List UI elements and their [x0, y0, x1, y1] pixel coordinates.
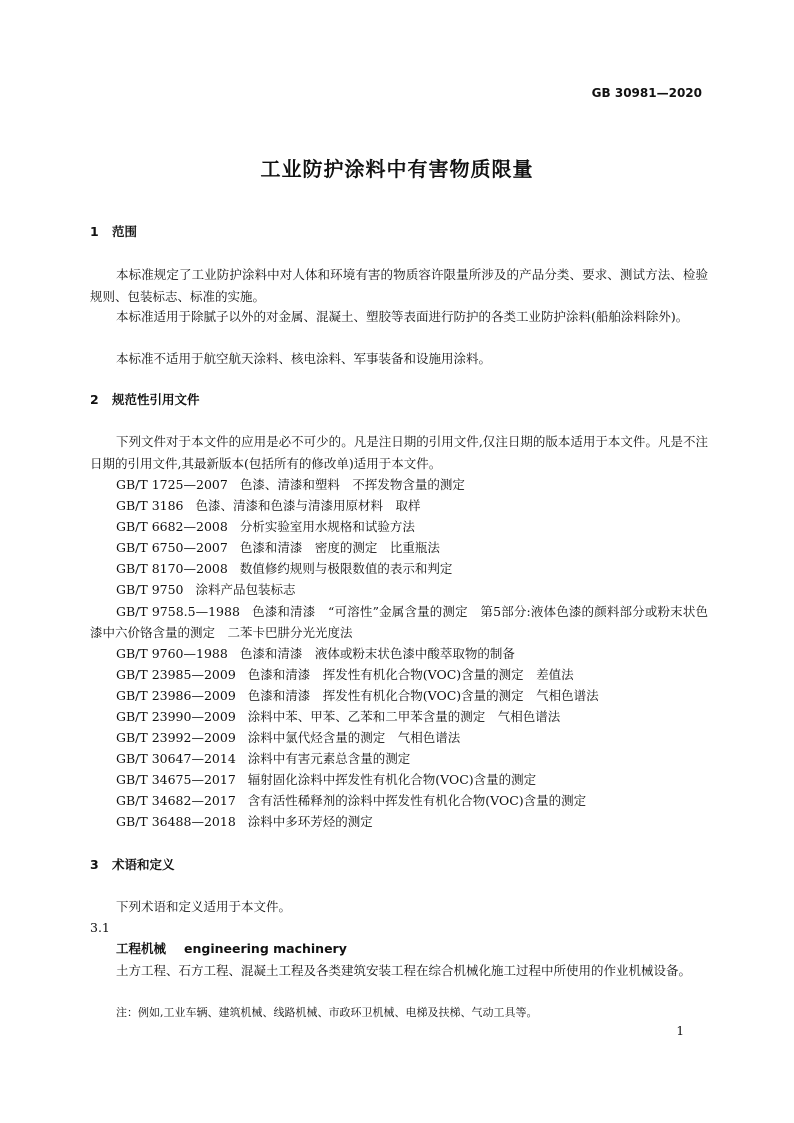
reference-code: GB/T 6682—2008 — [116, 519, 228, 534]
document-title: 工业防护涂料中有害物质限量 — [260, 157, 534, 181]
paragraph: 本标准规定了工业防护涂料中对人体和环境有害的物质容许限量所涉及的产品分类、要求、测试方法、检验规则、包装标志、标准的实施。 — [90, 267, 708, 304]
section-1-heading — [90, 222, 137, 240]
reference-item — [116, 707, 560, 725]
reference-code: GB/T 6750—2007 — [116, 540, 228, 555]
reference-code: GB/T 30647—2014 — [116, 751, 236, 766]
reference-code: GB/T 9760—1988 — [116, 646, 228, 661]
section-title: 规范性引用文件 — [112, 392, 200, 407]
reference-title: 色漆和清漆 液体或粉末状色漆中酸萃取物的制备 — [239, 646, 515, 661]
term-english: engineering machinery — [184, 941, 347, 956]
term-note: 注：例如,工业车辆、建筑机械、线路机械、市政环卫机械、电梯及扶梯、气动工具等。 — [116, 1006, 538, 1019]
reference-code: GB/T 1725—2007 — [116, 477, 228, 492]
reference-item — [116, 791, 586, 809]
reference-title: 色漆和清漆 密度的测定 比重瓶法 — [239, 540, 440, 555]
reference-code: GB/T 36488—2018 — [116, 814, 236, 829]
reference-item — [116, 559, 452, 577]
page-number: 1 — [676, 1024, 684, 1038]
section-3-heading — [90, 855, 175, 873]
reference-title: 涂料中氯代烃含量的测定 气相色谱法 — [247, 730, 461, 745]
term-entry — [116, 939, 347, 957]
paragraph: 本标准适用于除腻子以外的对金属、混凝土、塑胶等表面进行防护的各类工业防护涂料(船舶涂料除外)。 — [116, 309, 689, 324]
reference-item — [90, 601, 708, 643]
section-number: 2 — [90, 392, 99, 407]
reference-code: GB/T 23986—2009 — [116, 688, 236, 703]
reference-title: 辐射固化涂料中挥发性有机化合物(VOC)含量的测定 — [247, 772, 537, 787]
reference-item — [116, 728, 460, 746]
reference-code: GB/T 23990—2009 — [116, 709, 236, 724]
standard-number: GB 30981—2020 — [591, 86, 702, 100]
reference-item — [116, 475, 465, 493]
paragraph: 下列文件对于本文件的应用是必不可少的。凡是注日期的引用文件,仅注日期的版本适用于本文件。凡是不注日期的引用文件,其最新版本(包括所有的修改单)适用于本文件。 — [90, 434, 708, 471]
reference-item — [116, 580, 296, 598]
section-title: 范围 — [112, 224, 138, 239]
reference-item — [116, 517, 415, 535]
reference-title: 色漆和清漆 挥发性有机化合物(VOC)含量的测定 差值法 — [247, 667, 574, 682]
reference-code: GB/T 23985—2009 — [116, 667, 236, 682]
reference-code: GB/T 3186 — [116, 498, 184, 513]
reference-code: GB/T 34675—2017 — [116, 772, 236, 787]
reference-code: GB/T 34682—2017 — [116, 793, 236, 808]
reference-code: GB/T 23992—2009 — [116, 730, 236, 745]
reference-item — [116, 538, 440, 556]
section-2-heading — [90, 390, 200, 408]
reference-title: 分析实验室用水规格和试验方法 — [239, 519, 415, 534]
reference-title: 色漆、清漆和色漆与清漆用原材料 取样 — [195, 498, 421, 513]
reference-item — [116, 686, 599, 704]
section-number: 3 — [90, 857, 99, 872]
reference-title: 数值修约规则与极限数值的表示和判定 — [239, 561, 453, 576]
reference-item — [116, 644, 515, 662]
reference-title: 色漆、清漆和塑料 不挥发物含量的测定 — [239, 477, 465, 492]
reference-title: 色漆和清漆 “可溶性”金属含量的测定 第5部分:液体色漆的颜料部分或粉末状色漆中六价铬含量的测定 二苯卡巴肼分光光度法 — [90, 604, 708, 640]
reference-title: 含有活性稀释剂的涂料中挥发性有机化合物(VOC)含量的测定 — [247, 793, 587, 808]
reference-item — [116, 770, 536, 788]
reference-item — [116, 749, 410, 767]
paragraph: 本标准不适用于航空航天涂料、核电涂料、军事装备和设施用涂料。 — [116, 351, 492, 366]
reference-item — [116, 665, 574, 683]
section-number: 1 — [90, 224, 99, 239]
section-title: 术语和定义 — [112, 857, 175, 872]
reference-item — [116, 496, 421, 514]
term-definition: 土方工程、石方工程、混凝土工程及各类建筑安装工程在综合机械化施工过程中所使用的作业机械设备。 — [116, 963, 692, 978]
paragraph: 下列术语和定义适用于本文件。 — [116, 899, 292, 914]
reference-item — [116, 812, 373, 830]
term-number: 3.1 — [90, 920, 110, 935]
reference-title: 涂料中苯、甲苯、乙苯和二甲苯含量的测定 气相色谱法 — [247, 709, 561, 724]
term-chinese: 工程机械 — [116, 941, 167, 956]
reference-title: 涂料中多环芳烃的测定 — [247, 814, 373, 829]
reference-code: GB/T 9758.5—1988 — [116, 604, 240, 619]
reference-code: GB/T 8170—2008 — [116, 561, 228, 576]
reference-title: 色漆和清漆 挥发性有机化合物(VOC)含量的测定 气相色谱法 — [247, 688, 599, 703]
reference-title: 涂料中有害元素总含量的测定 — [247, 751, 411, 766]
reference-title: 涂料产品包装标志 — [195, 582, 296, 597]
reference-code: GB/T 9750 — [116, 582, 184, 597]
